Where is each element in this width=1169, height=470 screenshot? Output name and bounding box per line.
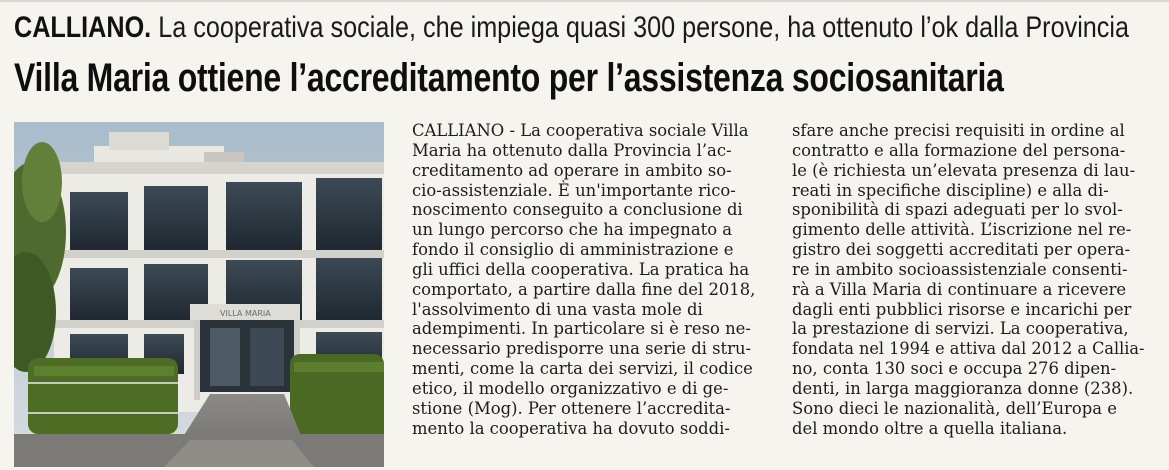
body-line: menti, come la carta dei servizi, il codice [412, 359, 753, 379]
body-line: etico, il modello organizzativo e di ge- [412, 378, 729, 398]
body-line: necessario predisporre una serie di stru- [412, 339, 752, 359]
kicker-location: CALLIANO. [14, 11, 152, 44]
body-line: noscimento conseguito a conclusione di [412, 200, 743, 220]
body-line: cio-assistenziale. È un'importante rico- [412, 180, 736, 200]
body-line: sponibilità di spazi adeguati per lo svol- [792, 200, 1123, 220]
body-line: un lungo percorso che ha impegnato a [412, 220, 733, 240]
body-line: CALLIANO - La cooperativa sociale Villa [412, 121, 749, 140]
body-line: gimento delle attività. L’iscrizione nel re- [792, 220, 1132, 240]
body-line: la prestazione di servizi. La cooperativa, [792, 319, 1129, 339]
body-line: sfare anche precisi requisiti in ordine al [792, 121, 1125, 140]
body-line: fondata nel 1994 e attiva dal 2012 a Callia- [792, 339, 1145, 359]
body-line: re in ambito socioassistenziale consenti- [792, 259, 1128, 279]
body-line: gistro dei soggetti accreditati per opera- [792, 240, 1131, 260]
body-line: no, conta 130 soci e occupa 276 dipen- [792, 359, 1117, 379]
kicker [14, 8, 1129, 48]
body-line: dagli enti pubblici risorse e incarichi per [792, 299, 1132, 319]
villa-maria-sign: VILLA MARIA [220, 309, 271, 318]
article-column-1 [412, 121, 764, 466]
headline: Villa Maria ottiene l’accreditamento per l’assistenza sociosanitaria [14, 56, 1004, 100]
body-line: comportato, a partire dalla fine del 2018, [412, 279, 756, 299]
body-line: fondo il consiglio di amministrazione e [412, 240, 734, 260]
body-line: contratto e alla formazione del persona- [792, 140, 1126, 160]
body-line: l'assolvimento di una vasta mole di [412, 299, 703, 319]
body-line: gli uffici della cooperativa. La pratica ha [412, 259, 750, 279]
body-line: Maria ha ottenuto dalla Provincia l’ac- [412, 140, 732, 160]
kicker-text: La cooperativa sociale, che impiega quasi 300 persone, ha ottenuto l’ok dalla Provincia [158, 11, 1130, 44]
article-photo [14, 122, 384, 467]
body-line: mento la cooperativa ha dovuto soddi- [412, 418, 730, 438]
body-line: reati in specifiche discipline) e alla di- [792, 180, 1109, 200]
body-line: creditamento ad operare in ambito so- [412, 160, 732, 180]
body-line: rà a Villa Maria di continuare a ricevere [792, 279, 1127, 299]
article-column-2 [792, 121, 1144, 466]
body-line: adempimenti. In particolare si è reso ne- [412, 319, 751, 339]
body-line: del mondo oltre a quella italiana. [792, 418, 1068, 438]
body-line: denti, in larga maggioranza donne (238). [792, 378, 1134, 398]
body-line: Sono dieci le nazionalità, dell’Europa e [792, 398, 1117, 418]
body-line: stione (Mog). Per ottenere l’accredita- [412, 398, 731, 418]
body-line: le (è richiesta un’elevata presenza di lau- [792, 160, 1136, 180]
